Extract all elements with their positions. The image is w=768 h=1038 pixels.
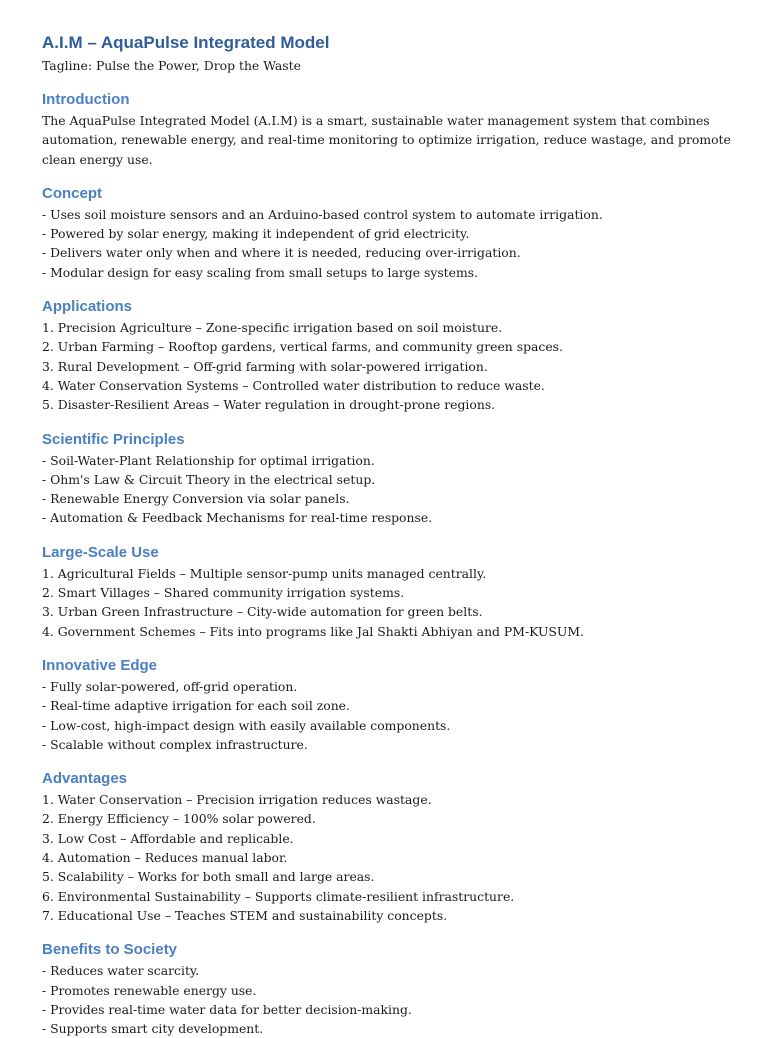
benefits-to-society-list xyxy=(42,961,748,1038)
list-item: - Scalable without complex infrastructure. xyxy=(42,736,308,752)
list-item: - Provides real-time water data for better decision-making. xyxy=(42,1001,412,1017)
section-innovative-edge xyxy=(42,656,748,754)
list-item: 7. Educational Use – Teaches STEM and sustainability concepts. xyxy=(42,907,448,923)
innovative-edge-list xyxy=(42,677,748,754)
list-item: 2. Energy Efficiency – 100% solar powered. xyxy=(42,811,316,827)
list-item: 6. Environmental Sustainability – Supports climate-resilient infrastructure. xyxy=(42,888,515,904)
list-item: - Powered by solar energy, making it independent of grid electricity. xyxy=(42,226,470,242)
section-heading: Introduction xyxy=(42,91,130,108)
large-scale-use-list xyxy=(42,564,748,641)
introduction-paragraph: The AquaPulse Integrated Model (A.I.M) is a smart, sustainable water management system that combines automation, renewable energy, and real-time monitoring to optimize irrigation, reduce wastage, and promote clean energy use. xyxy=(42,113,731,167)
section-heading: Concept xyxy=(42,184,102,202)
list-item: - Ohm's Law & Circuit Theory in the electrical setup. xyxy=(42,471,376,487)
section-advantages xyxy=(42,769,748,925)
section-scientific-principles xyxy=(42,430,748,528)
section-heading: Benefits to Society xyxy=(42,941,178,959)
section-benefits-to-society xyxy=(42,940,748,1038)
document-title: A.I.M – AquaPulse Integrated Model xyxy=(42,33,330,52)
list-item: - Reduces water scarcity. xyxy=(42,963,200,979)
list-item: 3. Low Cost – Affordable and replicable. xyxy=(42,830,294,846)
section-heading: Innovative Edge xyxy=(42,656,158,674)
scientific-principles-list xyxy=(42,451,748,528)
list-item: 5. Scalability – Works for both small and large areas. xyxy=(42,869,375,885)
list-item: - Delivers water only when and where it is needed, reducing over-irrigation. xyxy=(42,245,521,261)
section-heading: Advantages xyxy=(42,770,128,788)
section-large-scale-use xyxy=(42,543,748,641)
tagline: Tagline: Pulse the Power, Drop the Waste xyxy=(42,58,301,73)
list-item: - Uses soil moisture sensors and an Arduino-based control system to automate irrigation. xyxy=(42,206,603,222)
concept-list xyxy=(42,205,748,282)
section-heading: Large-Scale Use xyxy=(42,543,159,561)
list-item: - Automation & Feedback Mechanisms for real-time response. xyxy=(42,510,433,526)
section-introduction xyxy=(42,90,748,169)
list-item: - Promotes renewable energy use. xyxy=(42,982,257,998)
list-item: 4. Automation – Reduces manual labor. xyxy=(42,850,288,866)
list-item: 3. Rural Development – Off-grid farming with solar-powered irrigation. xyxy=(42,358,488,374)
section-applications xyxy=(42,297,748,414)
list-item: 3. Urban Green Infrastructure – City-wide automation for green belts. xyxy=(42,604,483,620)
list-item: 4. Water Conservation Systems – Controlled water distribution to reduce waste. xyxy=(42,377,545,393)
section-concept xyxy=(42,184,748,282)
list-item: - Fully solar-powered, off-grid operation. xyxy=(42,678,298,694)
list-item: 1. Precision Agriculture – Zone-specific irrigation based on soil moisture. xyxy=(42,320,503,336)
list-item: - Modular design for easy scaling from small setups to large systems. xyxy=(42,264,479,280)
list-item: - Supports smart city development. xyxy=(42,1021,264,1037)
list-item: - Soil-Water-Plant Relationship for optimal irrigation. xyxy=(42,452,375,468)
list-item: 2. Smart Villages – Shared community irrigation systems. xyxy=(42,585,405,601)
list-item: 1. Water Conservation – Precision irrigation reduces wastage. xyxy=(42,792,432,808)
list-item: 1. Agricultural Fields – Multiple sensor-pump units managed centrally. xyxy=(42,565,487,581)
list-item: 2. Urban Farming – Rooftop gardens, vertical farms, and community green spaces. xyxy=(42,339,563,355)
list-item: 4. Government Schemes – Fits into programs like Jal Shakti Abhiyan and PM-KUSUM. xyxy=(42,623,584,639)
list-item: - Real-time adaptive irrigation for each soil zone. xyxy=(42,698,350,714)
list-item: - Renewable Energy Conversion via solar panels. xyxy=(42,491,350,507)
applications-list xyxy=(42,318,748,414)
section-heading: Applications xyxy=(42,298,133,316)
list-item: - Low-cost, high-impact design with easily available components. xyxy=(42,717,451,733)
section-heading: Scientific Principles xyxy=(42,430,185,448)
advantages-list xyxy=(42,790,748,925)
list-item: 5. Disaster-Resilient Areas – Water regulation in drought-prone regions. xyxy=(42,397,496,413)
